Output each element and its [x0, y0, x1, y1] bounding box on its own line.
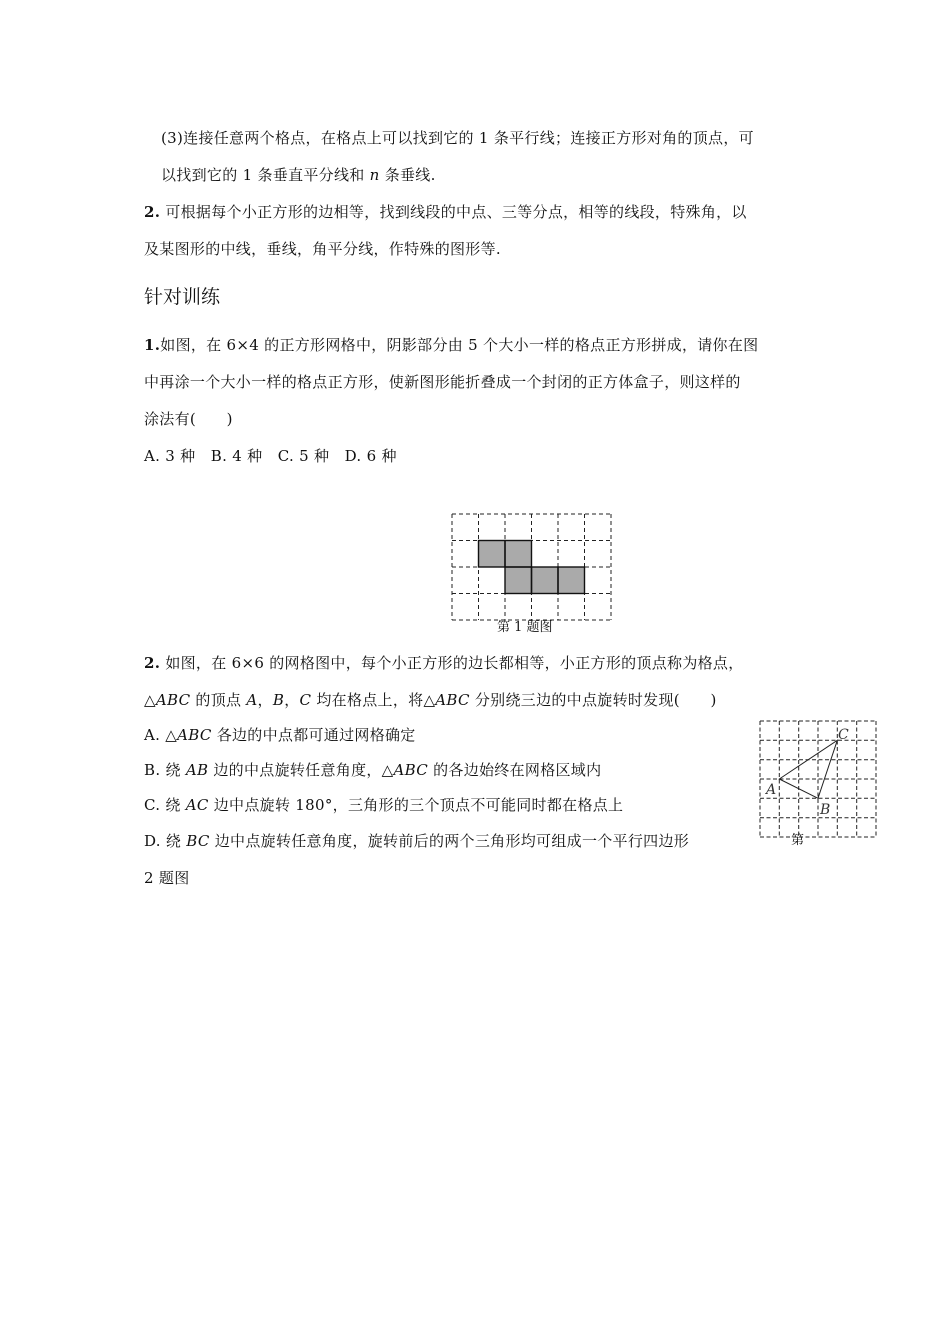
figure-1-grid: [450, 512, 615, 624]
var: B: [272, 691, 285, 709]
tip-number: 2.: [144, 203, 161, 221]
q2-line-1: [144, 653, 744, 673]
figure-1-caption: 第 1 题图: [497, 620, 553, 635]
q2-caption-continued: 2 题图: [144, 869, 190, 887]
tip-item-3-line-1: [161, 128, 754, 148]
text: 条垂线.: [379, 166, 436, 184]
var: ABC: [155, 691, 191, 709]
text: ，: [284, 691, 300, 709]
text: B. 绕: [144, 761, 186, 779]
var: BC: [186, 832, 210, 850]
text: 可根据每个小正方形的边相等，找到线段的中点、三等分点，相等的线段，特殊角，以: [160, 203, 747, 221]
label-b: B: [820, 802, 831, 818]
triangle-abc: [779, 740, 837, 798]
text: 涂法有( ): [144, 410, 233, 428]
label-a: A: [766, 782, 777, 798]
question-number: 1.: [144, 336, 161, 354]
q2-option-c: [144, 795, 623, 815]
text: 的顶点: [190, 691, 247, 709]
tip-2-line-2: [144, 239, 501, 259]
text: 均在格点上，将△: [311, 691, 436, 709]
q2-line-2: [144, 690, 717, 710]
var: ABC: [393, 761, 429, 779]
tip-2-line-1: [144, 202, 747, 222]
text: △: [144, 691, 156, 709]
q1-options: A. 3 种 B. 4 种 C. 5 种 D. 6 种: [144, 447, 397, 465]
text: 边的中点旋转任意角度，△: [208, 761, 394, 779]
text: 如图，在 6×4 的正方形网格中，阴影部分由 5 个大小一样的格点正方形拼成，请你在图: [160, 336, 759, 354]
text: 及某图形的中线，垂线，角平分线，作特殊的图形等.: [144, 240, 501, 258]
text: A. △: [144, 726, 178, 744]
q1-line-2: [144, 372, 741, 392]
q1-line-1: [144, 335, 758, 355]
text: 分别绕三边的中点旋转时发现( ): [469, 691, 717, 709]
var: C: [299, 691, 312, 709]
figure-2-caption-part: 第: [791, 833, 805, 848]
text: (3)连接任意两个格点，在格点上可以找到它的 1 条平行线；连接正方形对角的顶点，可: [161, 129, 754, 147]
question-number: 2.: [144, 654, 161, 672]
text: 中再涂一个大小一样的格点正方形，使新图形能折叠成一个封闭的正方体盒子，则这样的: [144, 373, 741, 391]
q2-option-b: [144, 760, 601, 780]
text: 以找到它的 1 条垂直平分线和: [161, 166, 370, 184]
variable-n: n: [369, 166, 380, 184]
var: AB: [185, 761, 209, 779]
q2-option-a: [144, 725, 416, 745]
text: 各边的中点都可通过网格确定: [211, 726, 416, 744]
q1-line-3: [144, 409, 233, 429]
text: 边中点旋转任意角度，旋转前后的两个三角形均可组成一个平行四边形: [209, 832, 690, 850]
var: AC: [185, 796, 209, 814]
tip-item-3-line-2: [161, 165, 436, 185]
var: ABC: [435, 691, 470, 709]
text: D. 绕: [144, 832, 187, 850]
text: 的各边始终在网格区域内: [428, 761, 602, 779]
dashed-grid: [760, 721, 876, 837]
q2-option-d: [144, 831, 689, 851]
text: 边中点旋转 180°，三角形的三个顶点不可能同时都在格点上: [208, 796, 624, 814]
text: C. 绕: [144, 796, 186, 814]
text: ，: [257, 691, 273, 709]
text: 如图，在 6×6 的网格图中，每个小正方形的边长都相等，小正方形的顶点称为格点，: [160, 654, 744, 672]
var: A: [246, 691, 258, 709]
var: ABC: [177, 726, 212, 744]
section-title: 针对训练: [144, 286, 221, 308]
label-c: C: [838, 727, 849, 743]
figure-2-grid: [758, 719, 880, 841]
